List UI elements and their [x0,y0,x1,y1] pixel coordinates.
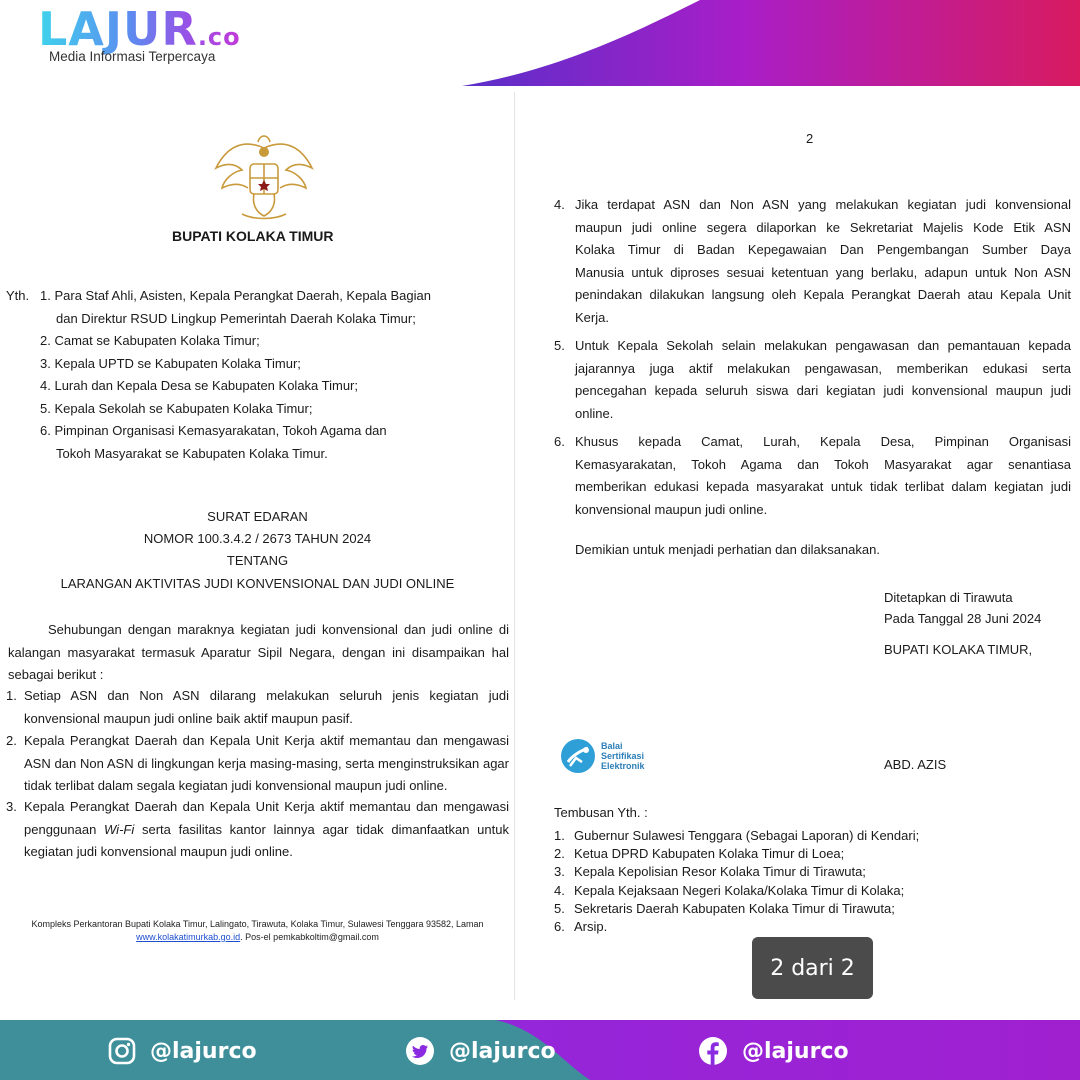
instagram-icon [108,1037,136,1065]
facebook-handle: @lajurco [742,1038,849,1064]
brand-logo-suffix: .co [197,23,241,51]
point-item: Kepala Perangkat Daerah dan Kepala Unit Kerja aktif memantau dan mengawasi penggunaan Wi-Fi serta fasilitas kantor lainnya agar tidak dimanfaatkan untuk kegiatan judi konvensional maupun judi online. [24,799,509,859]
point-number: 4. [554,197,565,212]
twitter-handle: @lajurco [449,1038,556,1064]
brand-logo-main: LAJUR [38,2,198,56]
recipient-item: 3. Kepala UPTD se Kabupaten Kolaka Timur; [40,355,301,371]
instagram-handle: @lajurco [150,1038,257,1064]
bsre-text: Balai Sertifikasi Elektronik [601,741,645,771]
letter-about: TENTANG [226,553,289,568]
bsre-stamp [560,738,680,778]
recipient-item-cont: Tokoh Masyarakat se Kabupaten Kolaka Timur. [56,445,328,461]
twitter-icon [405,1036,435,1066]
website-link[interactable]: www.kolakatimurkab.go.id [136,932,241,942]
recipient-item: 2. Camat se Kabupaten Kolaka Timur; [40,333,260,348]
cc-item: 3. Kepala Kepolisian Resor Kolaka Timur di Tirawuta; [554,864,866,880]
signer-name: ABD. AZIS [884,757,947,772]
twitter-link[interactable] [405,1036,556,1066]
brand-tagline: Media Informasi Terpercaya [49,49,216,64]
recipient-item: 5. Kepala Sekolah se Kabupaten Kolaka Timur; [40,400,313,416]
wifi-term: Wi-Fi [104,821,135,837]
document-page-1 [0,92,515,1000]
letter-type: SURAT EDARAN [207,509,308,524]
office-title: BUPATI KOLAKA TIMUR [172,228,334,244]
intro-paragraph: Sehubungan dengan maraknya kegiatan judi konvensional dan judi online di kalangan masyarakat termasuk Aparatur Sipil Negara, dengan ini disampaikan hal sebagai berikut : [8,622,509,682]
recipient-item-cont: dan Direktur RSUD Lingkup Pemerintah Daerah Kolaka Timur; [56,310,416,326]
cc-list [554,827,1034,936]
recipient-item: 4. Lurah dan Kepala Desa se Kabupaten Kolaka Timur; [40,378,359,393]
facebook-icon [698,1036,728,1066]
point-number: 3. [6,799,17,814]
page-footer-address: Kompleks Perkantoran Bupati Kolaka Timur, Lalingato, Tirawuta, Kolaka Timur, Sulawesi Tenggara 93582, Laman www.kolakatimurkab.go.id. Pos-el pemkabkoltim@gmail.com [31,919,484,942]
brand-logo-area [0,0,308,90]
recipient-item: 1. Para Staf Ahli, Asisten, Kepala Perangkat Daerah, Kepala Bagian [40,288,431,303]
site-header [0,0,1080,92]
instagram-link[interactable] [108,1036,257,1066]
point-item: Khusus kepada Camat, Lurah, Kepala Desa, Pimpinan Organisasi Kemasyarakatan, Tokoh Agama dan Tokoh Masyarakat agar senantiasa memberikan edukasi kepada masyarakat untuk tidak terlibat dalam kegiatan judi konvensional maupun judi online. [575,434,1071,517]
facebook-link[interactable] [698,1036,849,1066]
recipient-item: 6. Pimpinan Organisasi Kemasyarakatan, Tokoh Agama dan [40,423,387,438]
point-item: Jika terdapat ASN dan Non ASN yang melakukan kegiatan judi konvensional maupun judi online segera dilaporkan ke Sekretariat Majelis Kode Etik ASN Kolaka Timur di Badan Kepegawaian Dan Pengembangan Sumber Daya Manusia untuk diproses sesuai ketentuan yang berlaku, adapun untuk Non ASN penindakan dilakukan langsung oleh Kepala Perangkat Daerah atau Kepala Unit Kerja. [575,197,1071,325]
cc-item: 6. Arsip. [554,919,608,935]
signer-title: BUPATI KOLAKA TIMUR, [884,642,1033,657]
letter-number: NOMOR 100.3.4.2 / 2673 TAHUN 2024 [143,531,372,546]
closing-sentence: Demikian untuk menjadi perhatian dan dilaksanakan. [575,542,880,557]
yth-label: Yth. [6,288,30,303]
cc-item: 4. Kepala Kejaksaan Negeri Kolaka/Kolaka Timur di Kolaka; [554,882,905,898]
page-indicator-badge: 2 dari 2 [752,937,873,999]
cc-label: Tembusan Yth. : [554,805,648,820]
point-number: 6. [554,434,565,449]
recipient-list [40,285,480,465]
cc-item: 1. Gubernur Sulawesi Tenggara (Sebagai Laporan) di Kendari; [554,828,920,843]
point-item: Setiap ASN dan Non ASN dilarang melakukan seluruh jenis kegiatan judi konvensional maupun judi online baik aktif maupun pasif. [24,688,509,726]
point-item: Kepala Perangkat Daerah dan Kepala Unit Kerja aktif memantau dan mengawasi ASN dan Non ASN di lingkungan kerja masing-masing, serta menginstruksikan agar tidak terlibat dalam segala kegiatan judi konvensional maupun judi online. [24,733,509,793]
bsre-logo-icon [560,738,596,774]
brand-logo[interactable] [38,2,241,56]
cc-item: 5. Sekretaris Daerah Kabupaten Kolaka Timur di Tirawuta; [554,900,895,916]
date-issued: Pada Tanggal 28 Juni 2024 [884,611,1042,626]
point-number: 1. [6,688,17,703]
point-number: 2. [6,733,17,748]
document-page-2 [516,88,1080,1018]
place-issued: Ditetapkan di Tirawuta [884,590,1013,605]
cc-item: 2. Ketua DPRD Kabupaten Kolaka Timur di Loea; [554,846,845,862]
garuda-emblem-icon [212,128,316,224]
letter-subject: LARANGAN AKTIVITAS JUDI KONVENSIONAL DAN JUDI ONLINE [60,576,455,591]
page-number: 2 [806,131,814,146]
point-number: 5. [554,338,565,353]
point-item: Untuk Kepala Sekolah selain melakukan pengawasan dan pemantauan kepada jajarannya juga aktif melakukan pengawasan, memberikan edukasi serta pencegahan kepada seluruh siswa dari kegiatan judi konvensional maupun judi online. [575,338,1071,421]
